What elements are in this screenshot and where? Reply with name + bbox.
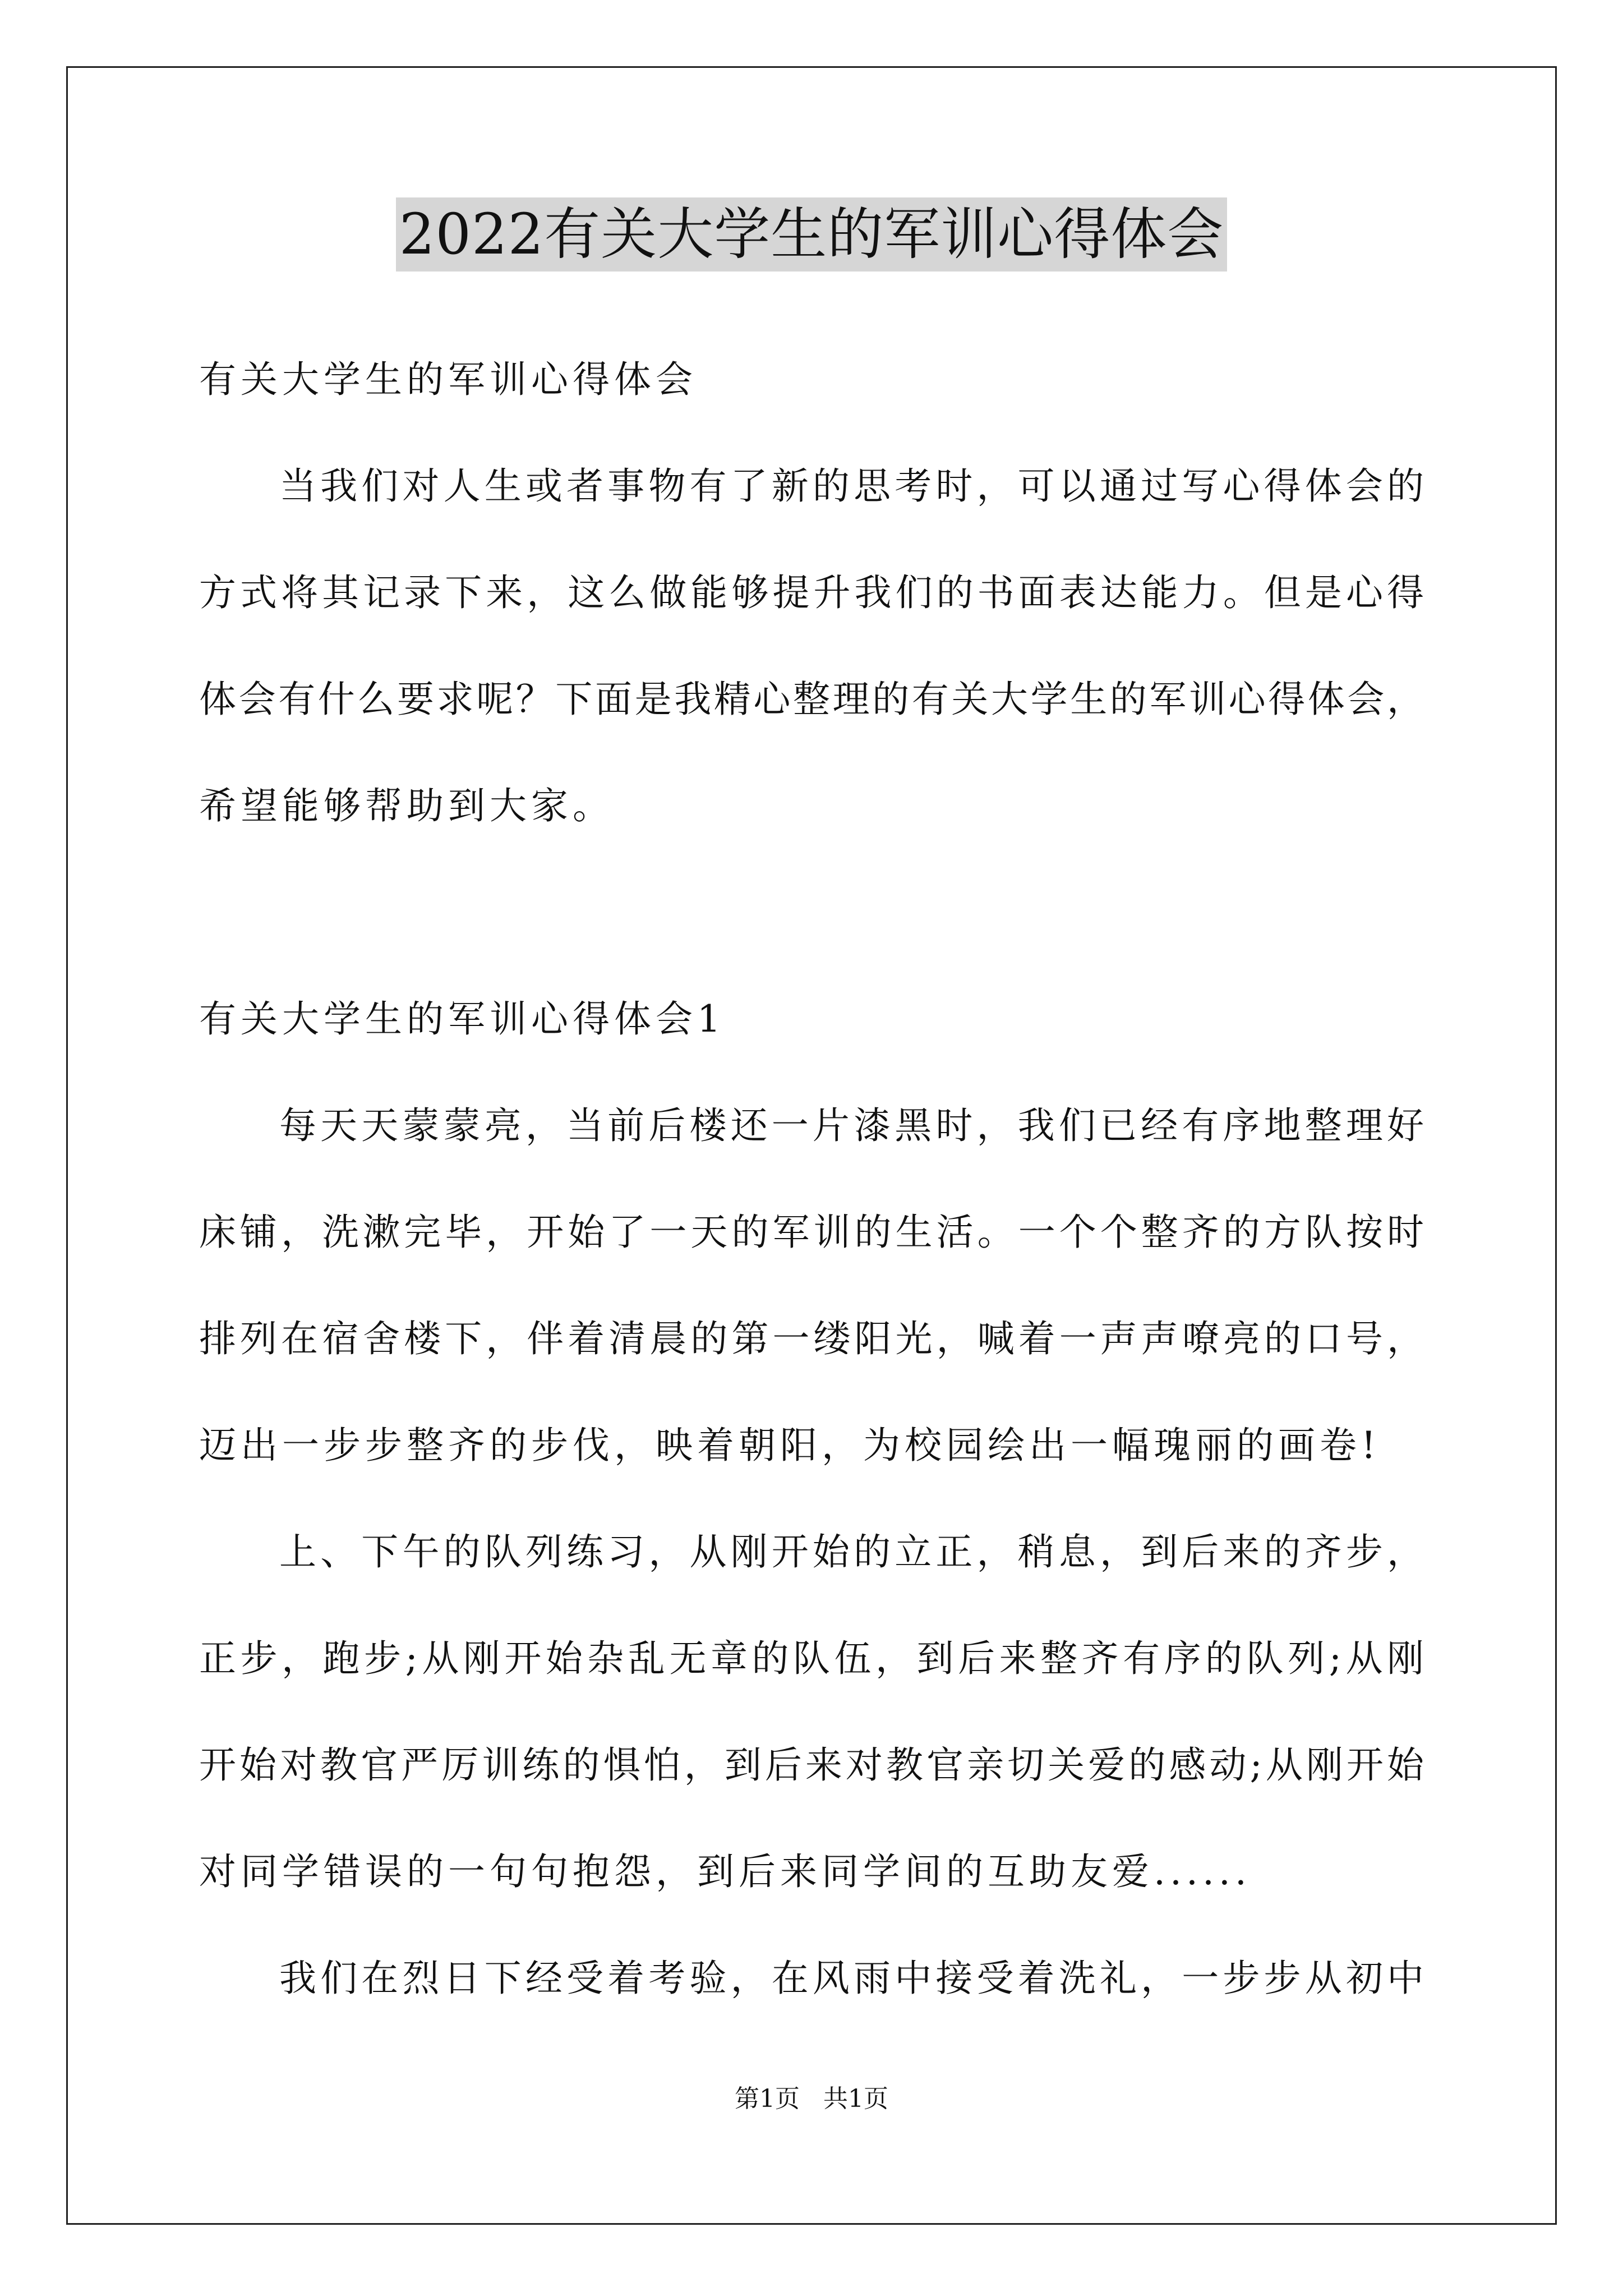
body-paragraph-line: 迈出一步步整齐的步伐，映着朝阳，为校园绘出一幅瑰丽的画卷! bbox=[199, 1424, 1381, 1467]
page-footer: 第1页 共1页 bbox=[735, 2085, 888, 2113]
intro-paragraph-line: 当我们对人生或者事物有了新的思考时，可以通过写心得体会的 bbox=[279, 464, 1424, 508]
body-paragraph-line: 上、下午的队列练习，从刚开始的立正，稍息，到后来的齐步， bbox=[279, 1530, 1424, 1573]
section-heading: 有关大学生的军训心得体会1 bbox=[199, 997, 725, 1041]
intro-paragraph-line: 方式将其记录下来，这么做能够提升我们的书面表达能力。但是心得 bbox=[199, 571, 1424, 614]
body-paragraph-line: 我们在烈日下经受着考验，在风雨中接受着洗礼，一步步从初中 bbox=[279, 1957, 1424, 2000]
document-title: 2022有关大学生的军训心得体会 bbox=[396, 197, 1228, 272]
body-paragraph-line: 排列在宿舍楼下，伴着清晨的第一缕阳光，喊着一声声嘹亮的口号， bbox=[199, 1317, 1424, 1360]
body-paragraph-line: 每天天蒙蒙亮，当前后楼还一片漆黑时，我们已经有序地整理好 bbox=[279, 1104, 1424, 1147]
body-paragraph-line: 正步，跑步;从刚开始杂乱无章的队伍，到后来整齐有序的队列;从刚 bbox=[199, 1637, 1424, 1680]
body-paragraph-line: 对同学错误的一句句抱怨，到后来同学间的互助友爱...... bbox=[199, 1850, 1251, 1893]
body-paragraph-line: 开始对教官严厉训练的惧怕，到后来对教官亲切关爱的感动;从刚开始 bbox=[199, 1743, 1424, 1787]
document-subtitle: 有关大学生的军训心得体会 bbox=[199, 358, 697, 401]
title-container bbox=[0, 197, 1623, 272]
body-paragraph-line: 床铺，洗漱完毕，开始了一天的军训的生活。一个个整齐的方队按时 bbox=[199, 1211, 1424, 1254]
intro-paragraph-line: 希望能够帮助到大家。 bbox=[199, 784, 614, 827]
intro-paragraph-line: 体会有什么要求呢？下面是我精心整理的有关大学生的军训心得体会， bbox=[199, 678, 1424, 721]
